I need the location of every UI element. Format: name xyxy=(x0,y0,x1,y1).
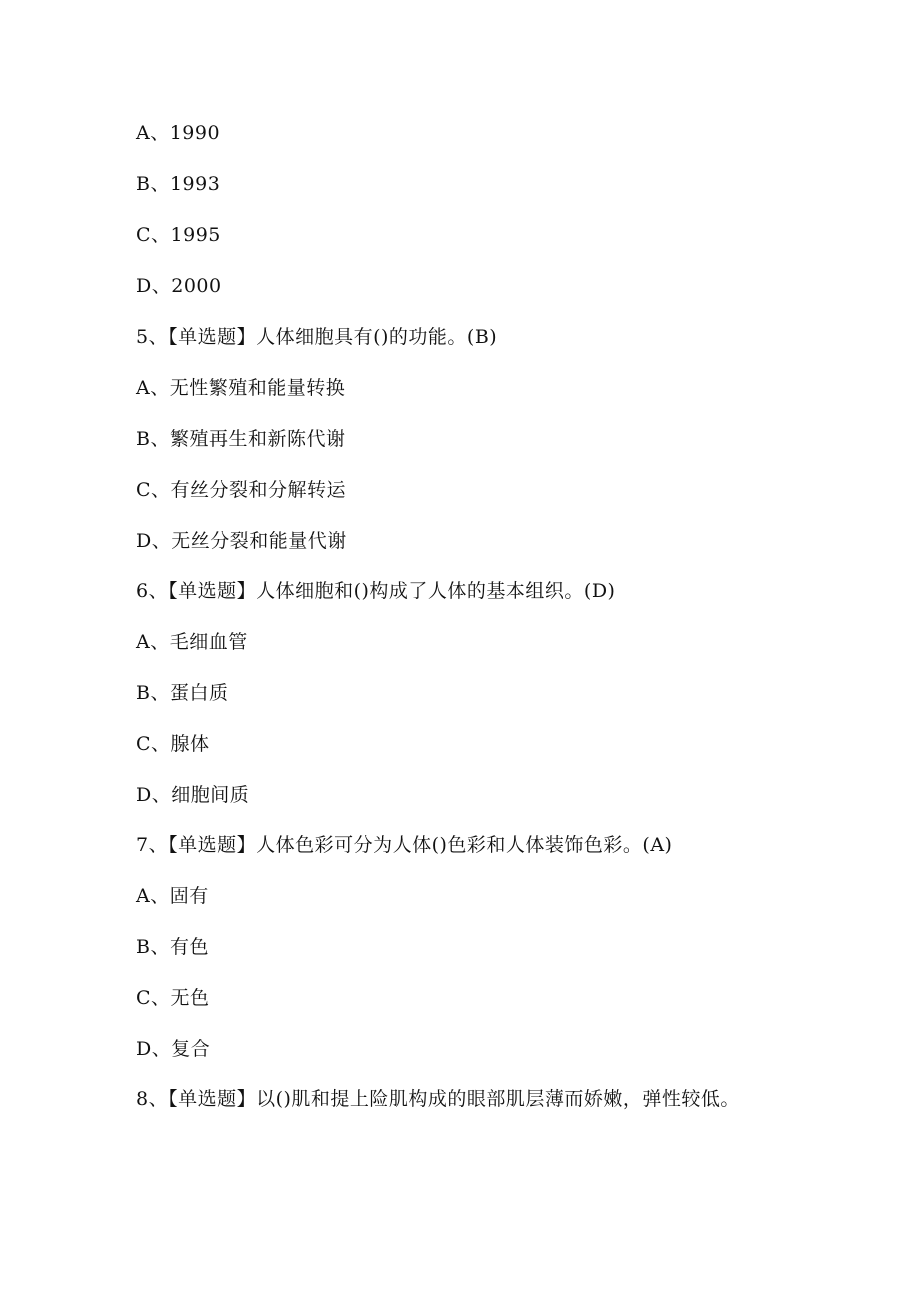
option-c-q4: C、1995 xyxy=(136,224,221,246)
option-b-q4: B、1993 xyxy=(136,173,221,195)
option-c-q6: C、腺体 xyxy=(136,733,210,755)
option-b-q6: B、蛋白质 xyxy=(136,682,229,704)
option-a-q5: A、无性繁殖和能量转换 xyxy=(136,377,346,399)
option-c-q5: C、有丝分裂和分解转运 xyxy=(136,479,347,501)
option-a-q6: A、毛细血管 xyxy=(136,631,248,653)
option-a-q7: A、固有 xyxy=(136,885,209,907)
question-5: 5、【单选题】人体细胞具有()的功能。(B) xyxy=(136,326,498,348)
option-b-q5: B、繁殖再生和新陈代谢 xyxy=(136,428,346,450)
question-7: 7、【单选题】人体色彩可分为人体()色彩和人体装饰色彩。(A) xyxy=(136,834,673,856)
option-d-q5: D、无丝分裂和能量代谢 xyxy=(136,530,347,552)
option-d-q4: D、2000 xyxy=(136,275,222,297)
option-d-q7: D、复合 xyxy=(136,1038,211,1060)
question-8: 8、【单选题】以()肌和提上险肌构成的眼部肌层薄而娇嫩，弹性较低。 xyxy=(136,1088,740,1110)
option-a-q4: A、1990 xyxy=(136,122,221,144)
question-6: 6、【单选题】人体细胞和()构成了人体的基本组织。(D) xyxy=(136,580,616,602)
option-b-q7: B、有色 xyxy=(136,936,209,958)
option-d-q6: D、细胞间质 xyxy=(136,784,250,806)
option-c-q7: C、无色 xyxy=(136,987,210,1009)
